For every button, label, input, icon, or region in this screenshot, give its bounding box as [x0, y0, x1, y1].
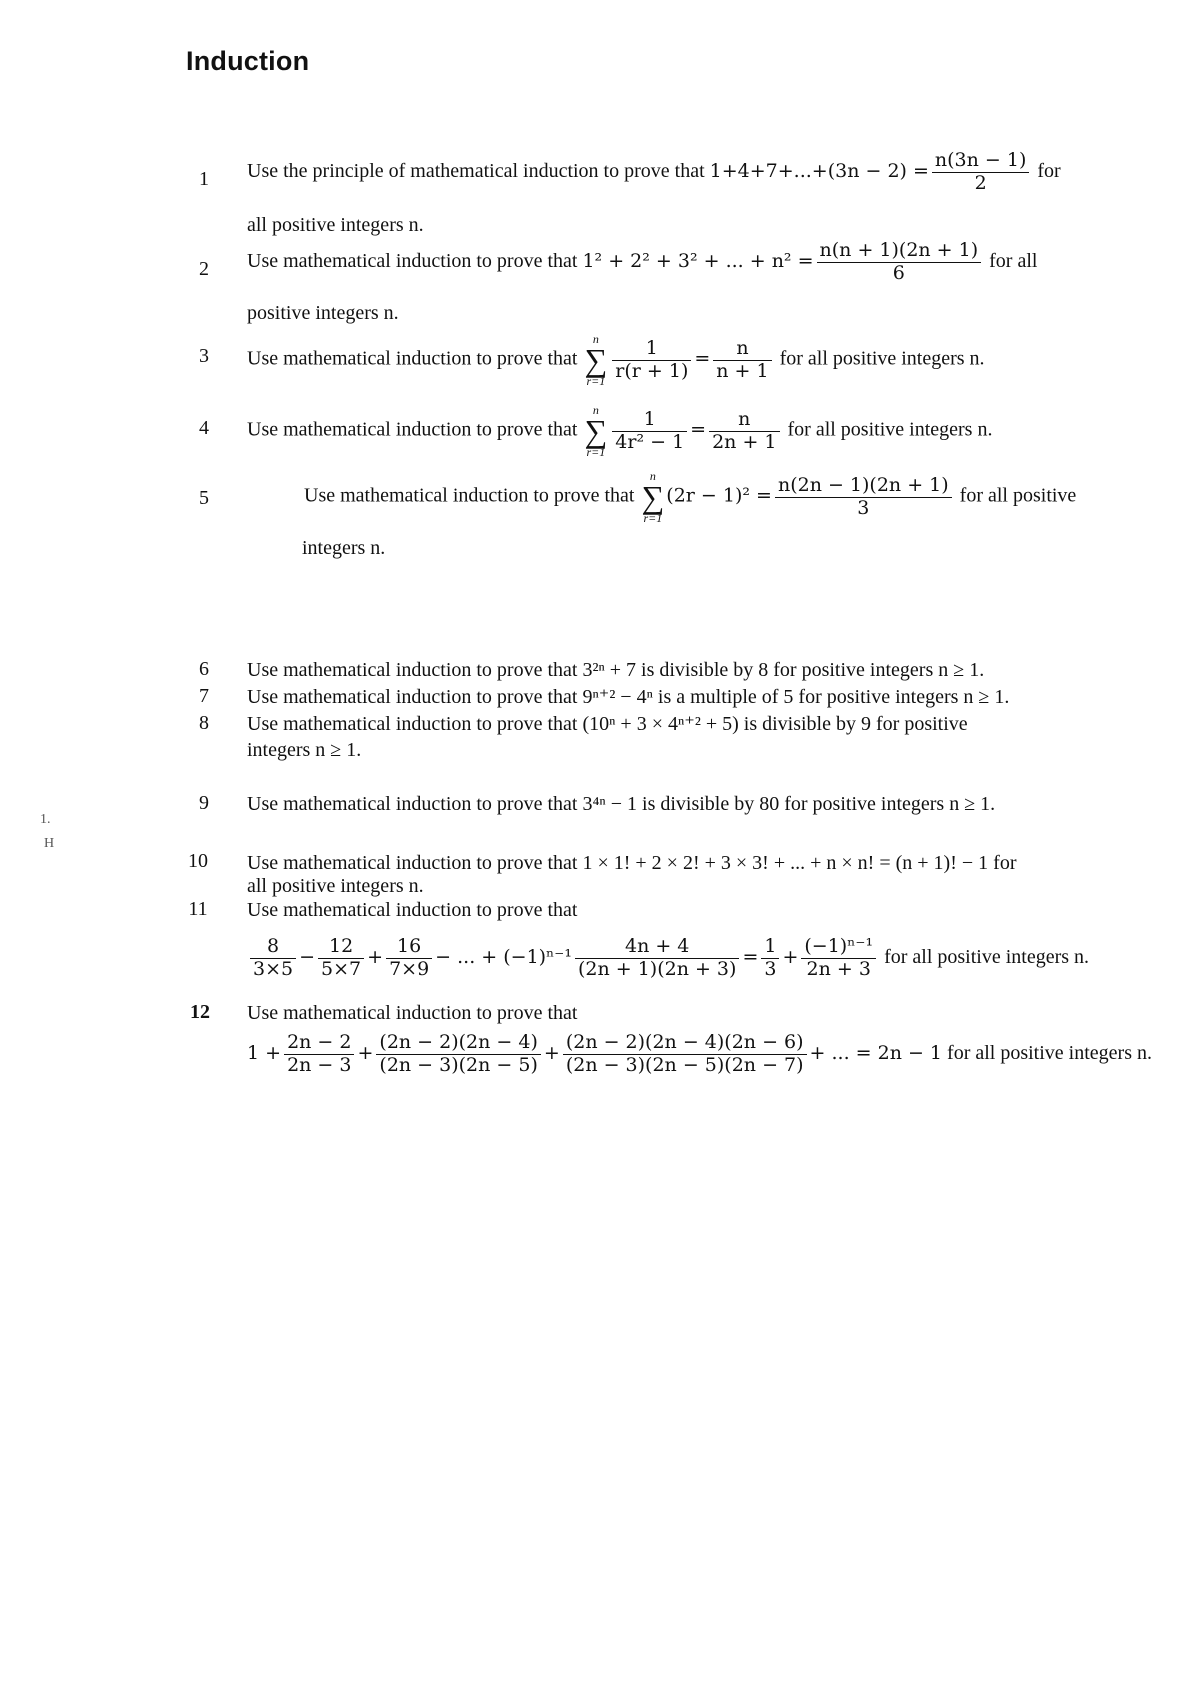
problem-number: 10 [188, 850, 208, 872]
fraction [318, 936, 364, 981]
operator: + [782, 945, 799, 968]
sigma-symbol: ∑ [584, 413, 608, 449]
problem-continuation: positive integers n. [247, 302, 399, 324]
sigma-symbol: ∑ [584, 342, 608, 378]
fraction-numerator: (2n − 2)(2n − 4)(2n − 6) [563, 1032, 807, 1055]
sum-upper-limit: n [649, 469, 656, 483]
problem-text: Use the principle of mathematical induction to prove that [247, 159, 705, 182]
fraction-numerator: (2n − 2)(2n − 4) [376, 1032, 540, 1055]
fraction [612, 338, 691, 383]
fraction [775, 475, 952, 520]
fraction-denominator: 3 [764, 957, 777, 980]
summation [584, 333, 607, 387]
problem-number: 7 [199, 685, 209, 707]
problem-10: Use mathematical induction to prove that 1 × 1! + 2 × 2! + 3 × 3! + ... + n × n! = (n + 1)! − 1 for [247, 852, 1017, 874]
fraction-denominator: 2n + 1 [712, 430, 777, 453]
fraction [575, 936, 739, 981]
math-lhs: 1+4+7+...+(3n − 2) = [709, 159, 929, 182]
series-end: + ... = 2n − 1 [809, 1041, 943, 1064]
fraction-denominator: (2n − 3)(2n − 5)(2n − 7) [565, 1053, 804, 1076]
fraction-numerator: n(2n − 1)(2n + 1) [775, 475, 952, 498]
fraction-numerator: 12 [318, 936, 364, 959]
problem-2 [247, 240, 1037, 285]
sigma-symbol: ∑ [641, 479, 665, 515]
fraction-denominator: 6 [892, 261, 905, 284]
problem-number: 12 [190, 1001, 210, 1023]
equals-sign: = [690, 418, 707, 441]
operator: + [357, 1041, 374, 1064]
fraction [386, 936, 432, 981]
fraction-denominator: n + 1 [716, 359, 769, 382]
fraction [709, 409, 779, 454]
problem-number: 4 [199, 417, 209, 439]
problem-continuation: integers n. [302, 537, 386, 559]
problem-continuation: all positive integers n. [247, 214, 424, 236]
math-lhs: 1² + 2² + 3² + ... + n² = [582, 249, 814, 272]
problem-tail: for all [989, 249, 1038, 272]
fraction-numerator: n [709, 409, 779, 432]
problem-tail: for all positive [959, 484, 1077, 507]
fraction-denominator: 3 [857, 496, 870, 519]
series-start: 1 + [247, 1041, 282, 1064]
fraction [932, 150, 1029, 195]
problem-11-equation [247, 936, 1089, 981]
fraction [761, 936, 779, 981]
problem-text: Use mathematical induction to prove that [247, 418, 578, 441]
fraction-denominator: 3×5 [253, 957, 294, 980]
operator: + [367, 945, 384, 968]
problem-tail: for all positive integers n. [884, 945, 1090, 968]
problem-tail: for [1037, 159, 1061, 182]
summation [584, 404, 607, 458]
sum-lower-limit: r=1 [586, 445, 606, 459]
problem-5 [304, 470, 1076, 524]
fraction-numerator: (−1)ⁿ⁻¹ [801, 936, 876, 959]
problem-7: Use mathematical induction to prove that 9ⁿ⁺² − 4ⁿ is a multiple of 5 for positive integers n ≥ 1. [247, 686, 1010, 708]
fraction-denominator: 2n − 3 [287, 1053, 352, 1076]
fraction-numerator: 4n + 4 [575, 936, 739, 959]
problem-1 [247, 150, 1061, 195]
fraction-denominator: r(r + 1) [615, 359, 689, 382]
fraction [801, 936, 876, 981]
fraction-denominator: (2n + 1)(2n + 3) [577, 957, 737, 980]
equals-sign: = [742, 945, 759, 968]
fraction-denominator: 5×7 [321, 957, 362, 980]
problem-text: Use mathematical induction to prove that [247, 347, 578, 370]
fraction-denominator: 2 [974, 171, 987, 194]
fraction-denominator: (2n − 3)(2n − 5) [379, 1053, 538, 1076]
problem-4 [247, 404, 992, 458]
problem-12: Use mathematical induction to prove that [247, 1002, 578, 1024]
sum-lower-limit: r=1 [643, 511, 663, 525]
fraction-numerator: 2n − 2 [284, 1032, 354, 1055]
sum-lower-limit: r=1 [586, 374, 606, 388]
fraction-denominator: 2n + 3 [806, 957, 871, 980]
problem-tail: for all positive integers n. [947, 1041, 1152, 1064]
problem-number: 9 [199, 792, 209, 814]
problem-12-equation [247, 1032, 1152, 1077]
margin-mark: 1. [40, 812, 51, 827]
fraction [284, 1032, 354, 1077]
operator: + [543, 1041, 560, 1064]
problem-tail: for all positive integers n. [787, 418, 993, 441]
problem-number: 3 [199, 345, 209, 367]
fraction-numerator: n(n + 1)(2n + 1) [817, 240, 982, 263]
problem-6: Use mathematical induction to prove that 3²ⁿ + 7 is divisible by 8 for positive integers n ≥ 1. [247, 659, 985, 681]
summation [641, 470, 664, 524]
fraction-denominator: 7×9 [389, 957, 430, 980]
problem-number: 5 [199, 487, 209, 509]
problem-9: Use mathematical induction to prove that 3⁴ⁿ − 1 is divisible by 80 for positive integers n ≥ 1. [247, 793, 996, 815]
problem-number: 8 [199, 712, 209, 734]
fraction [817, 240, 982, 285]
fraction-denominator: 4r² − 1 [615, 430, 685, 453]
problem-text: Use mathematical induction to prove that [304, 484, 635, 507]
fraction-numerator: 1 [612, 338, 691, 361]
problem-number: 2 [199, 258, 209, 280]
problem-11: Use mathematical induction to prove that [247, 899, 578, 921]
fraction [563, 1032, 807, 1077]
equals-sign: = [694, 347, 711, 370]
problem-continuation: integers n ≥ 1. [247, 739, 362, 761]
fraction [612, 409, 687, 454]
sum-upper-limit: n [592, 332, 599, 346]
operator: − [299, 945, 316, 968]
series-middle: − ... + (−1)ⁿ⁻¹ [435, 945, 572, 968]
problem-text: Use mathematical induction to prove that [247, 249, 578, 272]
summand: (2r − 1)² = [666, 484, 772, 507]
fraction [713, 338, 771, 383]
fraction-numerator: 16 [386, 936, 432, 959]
problem-number: 1 [199, 168, 209, 190]
problem-tail: for all positive integers n. [779, 347, 985, 370]
problem-number: 6 [199, 658, 209, 680]
problem-number: 11 [188, 898, 208, 920]
fraction-numerator: n [713, 338, 771, 361]
problem-8: Use mathematical induction to prove that (10ⁿ + 3 × 4ⁿ⁺² + 5) is divisible by 9 for positive [247, 713, 968, 735]
fraction-numerator: n(3n − 1) [932, 150, 1029, 173]
sum-upper-limit: n [592, 403, 599, 417]
problem-continuation: all positive integers n. [247, 875, 424, 897]
fraction [376, 1032, 540, 1077]
page-title: Induction [186, 46, 310, 76]
fraction [250, 936, 296, 981]
fraction-numerator: 1 [612, 409, 687, 432]
margin-mark: H [44, 836, 55, 851]
fraction-numerator: 1 [761, 936, 779, 959]
problem-3 [247, 333, 985, 387]
fraction-numerator: 8 [250, 936, 296, 959]
